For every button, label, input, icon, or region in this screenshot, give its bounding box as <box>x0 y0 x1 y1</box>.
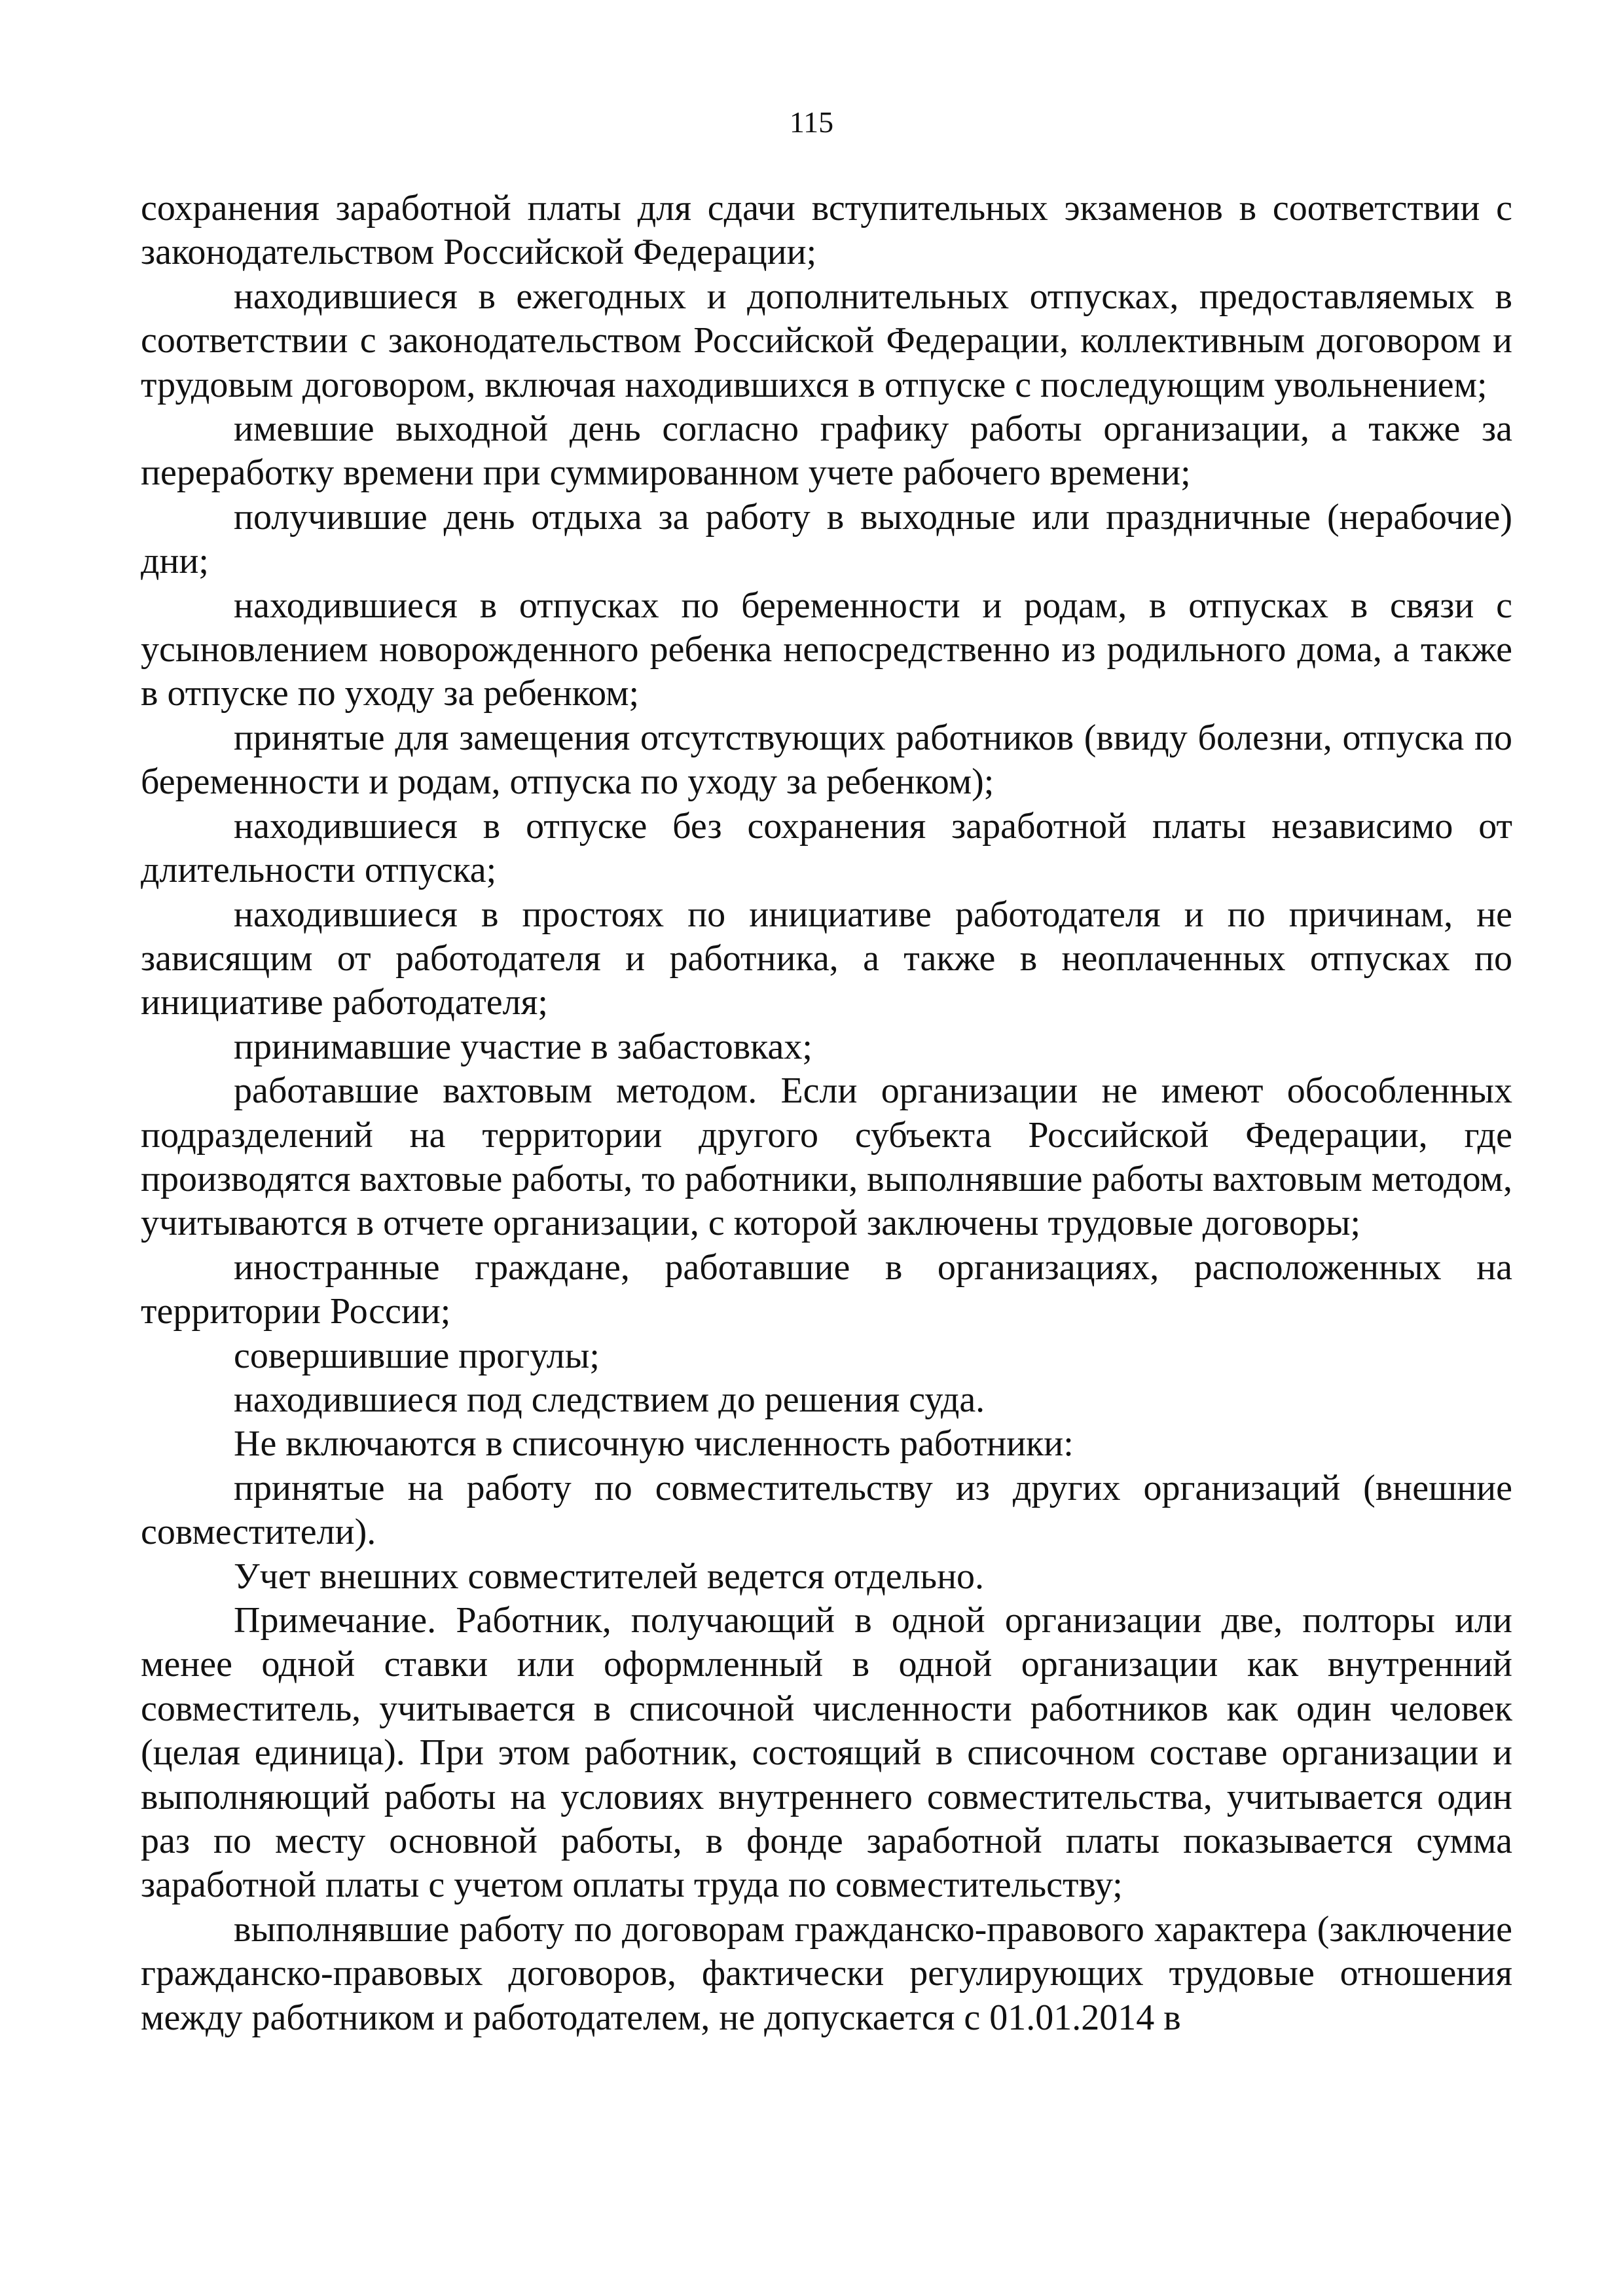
paragraph-3: имевшие выходной день согласно графику работы организации, а также за переработку времени при суммированном учете рабочего времени; <box>141 409 1512 494</box>
page-number: 115 <box>789 105 834 139</box>
paragraph-7: находившиеся в отпуске без сохранения заработной платы независимо от длительности отпуска; <box>141 805 1512 891</box>
paragraph-15: принятые на работу по совместительству из других организаций (внешние совместители). <box>141 1467 1512 1553</box>
paragraph-17: Примечание. Работник, получающий в одной организации две, полторы или менее одной ставки или оформленный в одной организации как внутренний совместитель, учитывается в списочной численности работников как один человек (целая единица). При этом работник, состоящий в списочном составе организации и выполняющий работы на условиях внутреннего совместительства, учитывается один раз по месту основной работы, в фонде заработной платы показывается сумма заработной платы с учетом оплаты труда по совместительству; <box>141 1600 1512 1906</box>
paragraph-10: работавшие вахтовым методом. Если организации не имеют обособленных подразделений на территории другого субъекта Российской Федерации, где производятся вахтовые работы, то работники, выполнявшие работы вахтовым методом, учитываются в отчете организации, с которой заключены трудовые договоры; <box>141 1070 1512 1244</box>
paragraph-8: находившиеся в простоях по инициативе работодателя и по причинам, не зависящим от работодателя и работника, а также в неоплаченных отпусках по инициативе работодателя; <box>141 894 1512 1023</box>
document-body <box>141 187 1512 2040</box>
paragraph-14: Не включаются в списочную численность работники: <box>234 1423 1074 1465</box>
paragraph-12: совершившие прогулы; <box>234 1335 600 1376</box>
paragraph-1: сохранения заработной платы для сдачи вступительных экзаменов в соответствии с законодательством Российской Федерации; <box>141 188 1512 273</box>
paragraph-6: принятые для замещения отсутствующих работников (ввиду болезни, отпуска по беременности и родам, отпуска по уходу за ребенком); <box>141 717 1512 803</box>
paragraph-13: находившиеся под следствием до решения суда. <box>234 1379 985 1420</box>
paragraph-18: выполнявшие работу по договорам гражданско-правового характера (заключение гражданско-правовых договоров, фактически регулирующих трудовые отношения между работником и работодателем, не допускается с 01.01.2014 в <box>141 1908 1512 2038</box>
paragraph-4: получившие день отдыха за работу в выходные или праздничные (нерабочие) дни; <box>141 496 1512 582</box>
paragraph-2: находившиеся в ежегодных и дополнительных отпусках, предоставляемых в соответствии с законодательством Российской Федерации, коллективным договором и трудовым договором, включая находившихся в отпуске с последующим увольнением; <box>141 276 1512 405</box>
paragraph-16: Учет внешних совместителей ведется отдельно. <box>234 1556 985 1597</box>
paragraph-9: принимавшие участие в забастовках; <box>234 1026 812 1067</box>
paragraph-11: иностранные граждане, работавшие в организациях, расположенных на территории России; <box>141 1247 1512 1332</box>
paragraph-5: находившиеся в отпусках по беременности и родам, в отпусках в связи с усыновлением новорожденного ребенка непосредственно из родильного дома, а также в отпуске по уходу за ребенком; <box>141 585 1512 714</box>
